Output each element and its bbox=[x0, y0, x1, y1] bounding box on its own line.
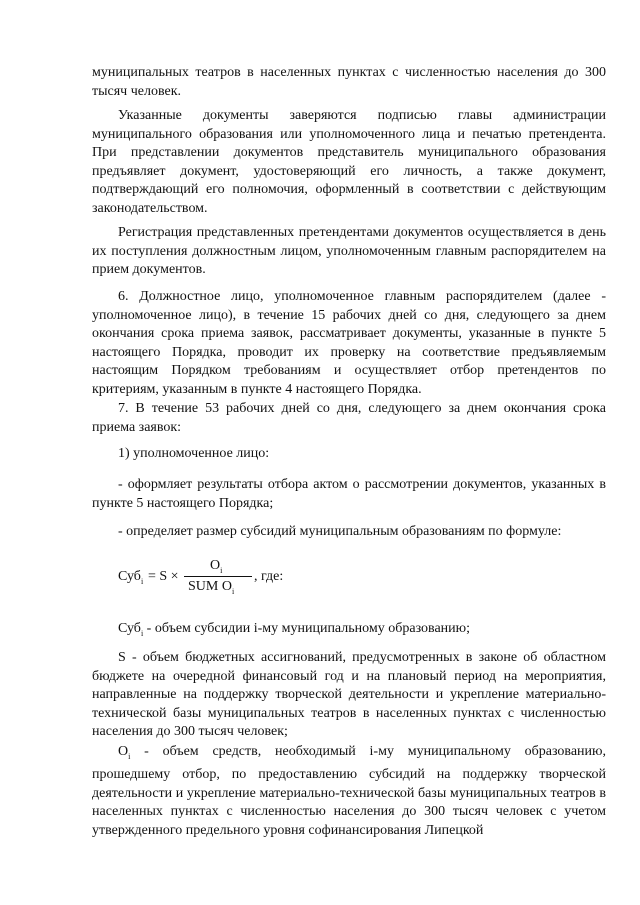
paragraph-11: $O_i$ - объем средств, необходимый i-му муниципальному образованию, прошедшему отбор, по предоставлению субсидий на поддержку творческой деятельности и укрепление материально-технической базы муниципальных театров в населенных пунктах с численностью населения до 300 тысяч человек с учетом утвержденного предельного уровня софинансирования Липецкой bbox=[92, 744, 606, 838]
formula-numerator: $O_i$ bbox=[210, 558, 223, 575]
paragraph-5: 7. В течение 53 рабочих дней со дня, следующего за днем окончания срока приема заявок: bbox=[92, 401, 606, 435]
paragraph-6: 1) уполномоченное лицо: bbox=[118, 446, 270, 461]
paragraph-10: S - объем бюджетных ассигнований, предусмотренных в законе об областном бюджете на очередной финансовый год и на плановый период на мероприятия, направленные на поддержку творческой деятельности и укрепление материально-технической базы муниципальных театров в населенных пунктах с численностью населения до 300 тысяч человек; bbox=[92, 650, 606, 739]
paragraph-9: Суб$_i$ - объем субсидии i-му муниципальному образованию; bbox=[118, 621, 470, 638]
paragraph-7: - оформляет результаты отбора актом о рассмотрении документов, указанных в пункте 5 настоящего Порядка; bbox=[92, 477, 606, 511]
paragraph-3: Регистрация представленных претендентами документов осуществляется в день их поступления должностным лицом, уполномоченным главным распорядителем на прием документов. bbox=[92, 225, 606, 277]
fraction-bar bbox=[184, 576, 252, 577]
formula-denominator: SUM $O_i$ bbox=[188, 579, 235, 596]
paragraph-4: 6. Должностное лицо, уполномоченное главным распорядителем (далее - уполномоченное лицо), в течение 15 рабочих дней со дня, следующего за днем окончания срока приема заявок, рассматривает документы, указанные в пункте 5 настоящего Порядка, проводит их проверку на соответствие предъявляемым настоящим Порядком требованиям и осуществляет отбор претендентов по критериям, указанным в пункте 4 настоящего Порядка. bbox=[92, 289, 606, 397]
subsidy-formula bbox=[118, 558, 318, 601]
formula-tail: , где: bbox=[254, 569, 284, 584]
formula-lhs: Суб$_i$ bbox=[118, 569, 144, 586]
paragraph-8: - определяет размер субсидий муниципальным образованиям по формуле: bbox=[118, 524, 562, 539]
paragraph-2: Указанные документы заверяются подписью главы администрации муниципального образования или уполномоченного лица и печатью претендента. При представлении документов представитель муниципального образования предъявляет документ, удостоверяющий его личность, а также документ, подтверждающий его полномочия, оформленный в соответствии с действующим законодательством. bbox=[92, 108, 606, 216]
formula-eq: = S × bbox=[148, 569, 179, 584]
paragraph-1: муниципальных театров в населенных пунктах с численностью населения до 300 тысяч человек. bbox=[92, 65, 606, 99]
